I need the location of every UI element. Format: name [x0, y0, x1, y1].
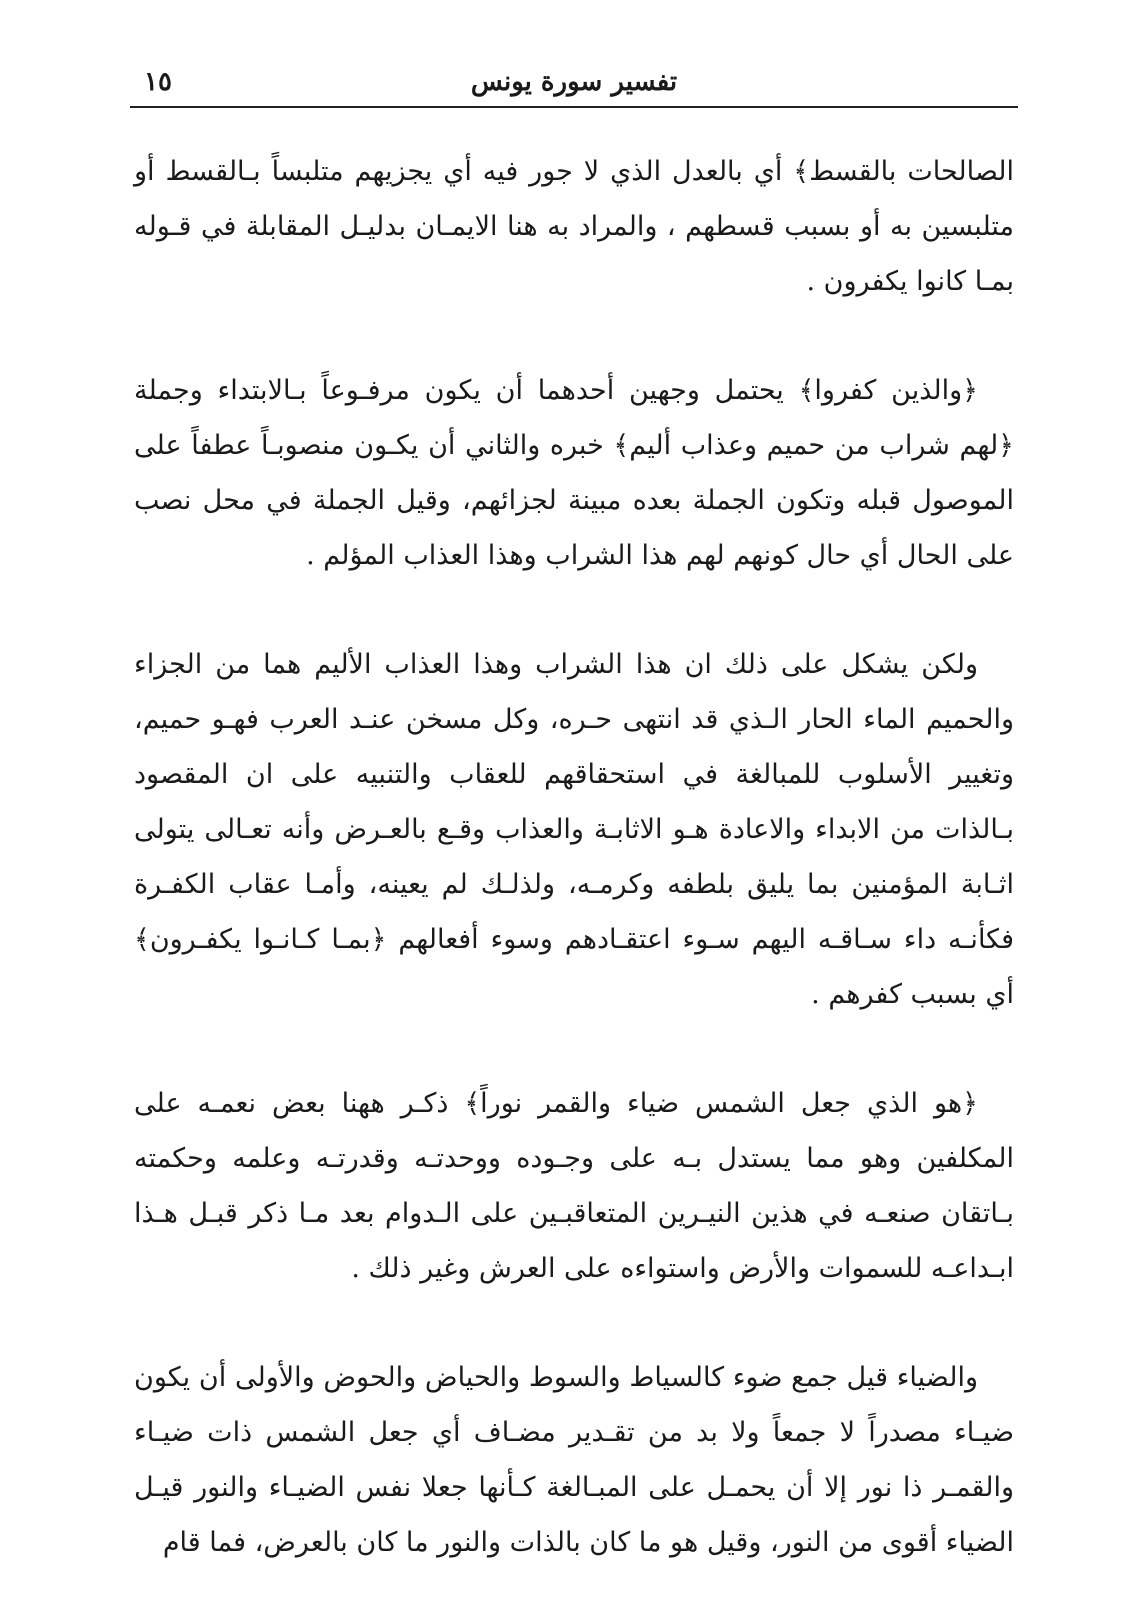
- paragraph-2: ﴿والذين كفروا﴾ يحتمل وجهين أحدهما أن يكون مرفـوعاً بـالابتداء وجملة ﴿لهم شراب من حميم وعذاب أليم﴾ خبره والثاني أن يكـون منصوبـاً عطفاً على الموصول قبله وتكون الجملة بعده مبينة لجزائهم، وقيل الجملة في محل نصب على الحال أي حال كونهم لهم هذا الشراب وهذا العذاب المؤلم .: [134, 375, 1014, 571]
- paragraph-3: ولكن يشكل على ذلك ان هذا الشراب وهذا العذاب الأليم هما من الجزاء والحميم الماء الحار الـذي قد انتهى حـره، وكل مسخن عنـد العرب فهـو حميم، وتغيير الأسلوب للمبالغة في استحقاقهم للعقاب والتنبيه على ان المقصود بـالذات من الابداء والاعادة هـو الاثابـة والعذاب وقـع بالعـرض وأنه تعـالى يتولى اثـابة المؤمنين بما يليق بلطفه وكرمـه، ولذلـك لم يعينه، وأمـا عقاب الكفـرة فكأنـه داء سـاقـه اليهم سـوء اعتقـادهم وسوء أفعالهم ﴿بمـا كـانـوا يكفـرون﴾ أي بسبب كفرهم .: [134, 649, 1014, 1010]
- paragraph-4: ﴿هو الذي جعل الشمس ضياء والقمر نوراً﴾ ذكـر ههنا بعض نعمـه على المكلفين وهو مما يستدل بـه على وجـوده ووحدتـه وقدرتـه وعلمه وحكمته بـاتقان صنعـه في هذين النيـرين المتعاقبـين على الـدوام بعد مـا ذكر قبـل هـذا ابـداعـه للسموات والأرض واستواءه على العرش وغير ذلك .: [134, 1088, 1014, 1284]
- header-divider: [130, 106, 1018, 108]
- paragraph-1: الصالحات بالقسط﴾ أي بالعدل الذي لا جور فيه أي يجزيهم متلبساً بـالقسط أو متلبسين به أو بسبب قسطهم ، والمراد به هنا الايمـان بدليـل المقابلة في قـوله بمـا كانوا يكفرون .: [134, 156, 1014, 297]
- running-title: تفسير سورة يونس: [470, 67, 678, 97]
- paragraph-5: والضياء قيل جمع ضوء كالسياط والسوط والحياض والحوض والأولى أن يكون ضيـاء مصدراً لا جمعاً ولا بد من تقـدير مضـاف أي جعل الشمس ذات ضيـاء والقمـر ذا نور إلا أن يحمـل على المبـالغة كـأنها جعلا نفس الضيـاء والنور قيـل الضياء أقوى من النور، وقيل هو ما كان بالذات والنور ما كان بالعرض، فما قام: [134, 1362, 1014, 1558]
- page-header: [130, 62, 1018, 102]
- page-body: [134, 144, 1014, 1624]
- page-number: ١٥: [144, 67, 172, 97]
